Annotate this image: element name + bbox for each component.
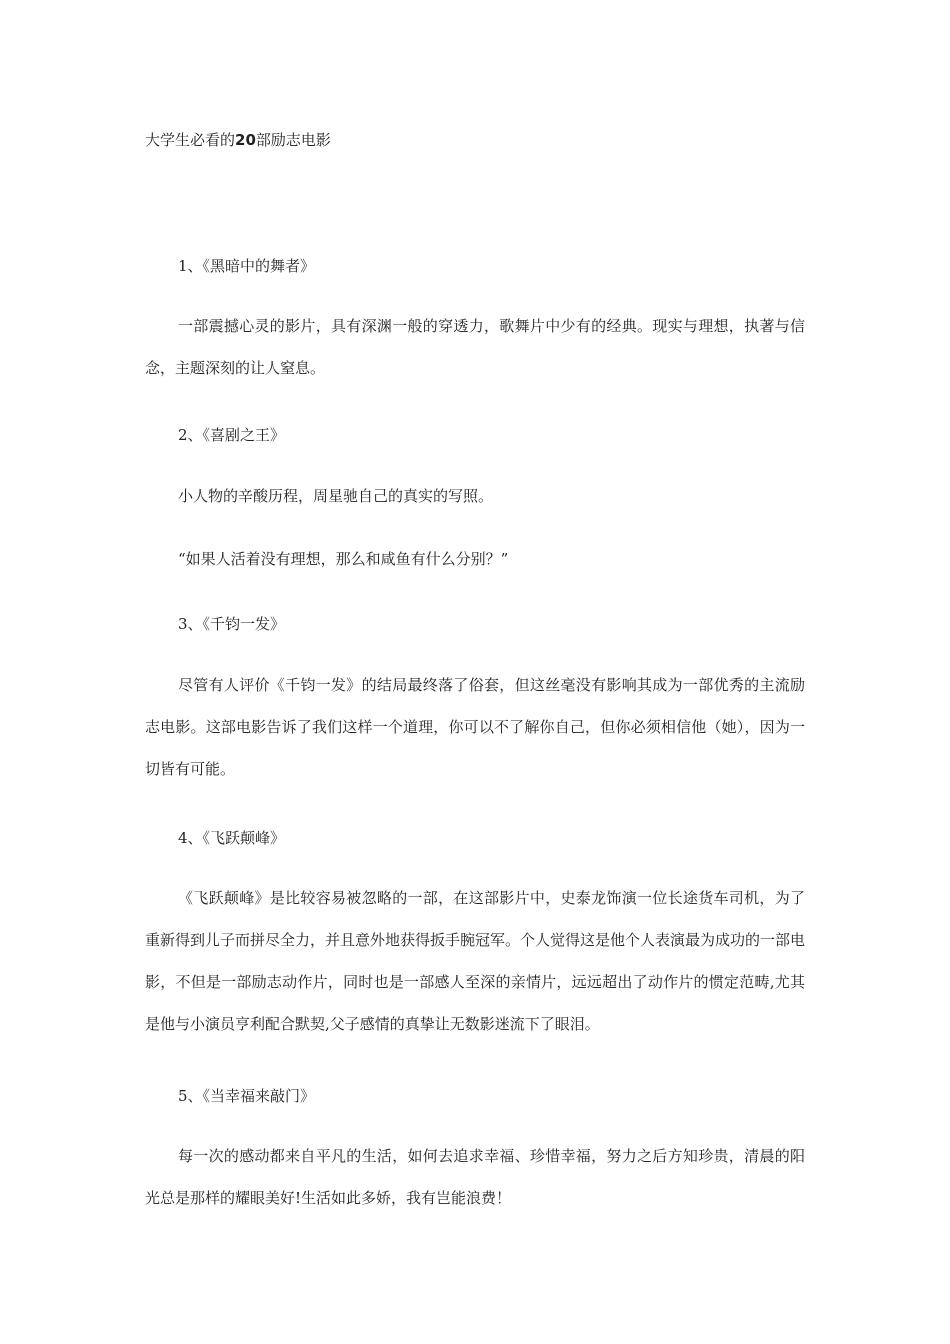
- title-number: 20: [235, 131, 256, 149]
- movie-description-5: 每一次的感动都来自平凡的生活，如何去追求幸福、珍惜幸福，努力之后方知珍贵，清晨的阳光总是那样的耀眼美好!生活如此多娇，我有岂能浪费！: [145, 1147, 805, 1207]
- movie-heading-2: 2、《喜剧之王》: [178, 426, 286, 444]
- movie-description-4: 《飞跃颠峰》是比较容易被忽略的一部，在这部影片中，史泰龙饰演一位长途货车司机，为了重新得到儿子而拼尽全力，并且意外地获得扳手腕冠军。个人觉得这是他个人表演最为成功的一部电影，不但是一部励志动作片，同时也是一部感人至深的亲情片，远远超出了动作片的惯定范畴,尤其是他与小演员亨利配合默契,父子感情的真挚让无数影迷流下了眼泪。: [145, 889, 806, 1033]
- movie-heading-4: 4、《飞跃颠峰》: [178, 829, 286, 847]
- movie-description-2: 小人物的辛酸历程，周星驰自己的真实的写照。: [178, 487, 494, 505]
- title-suffix: 部励志电影: [255, 131, 331, 149]
- movie-description-3: 尽管有人评价《千钧一发》的结局最终落了俗套，但这丝毫没有影响其成为一部优秀的主流励志电影。这部电影告诉了我们这样一个道理，你可以不了解你自己，但你必须相信他（她），因为一切皆有可能。: [145, 676, 805, 778]
- title-prefix: 大学生必看的: [145, 131, 236, 149]
- movie-heading-3: 3、《千钧一发》: [178, 615, 286, 633]
- document-title: [145, 128, 331, 152]
- movie-description-1: 一部震撼心灵的影片，具有深渊一般的穿透力，歌舞片中少有的经典。现实与理想，执著与信念，主题深刻的让人窒息。: [145, 317, 805, 377]
- movie-heading-1: 1、《黑暗中的舞者》: [178, 257, 316, 275]
- movie-heading-5: 5、《当幸福来敲门》: [178, 1087, 316, 1105]
- movie-quote-2: “如果人活着没有理想，那么和咸鱼有什么分别？”: [178, 550, 509, 568]
